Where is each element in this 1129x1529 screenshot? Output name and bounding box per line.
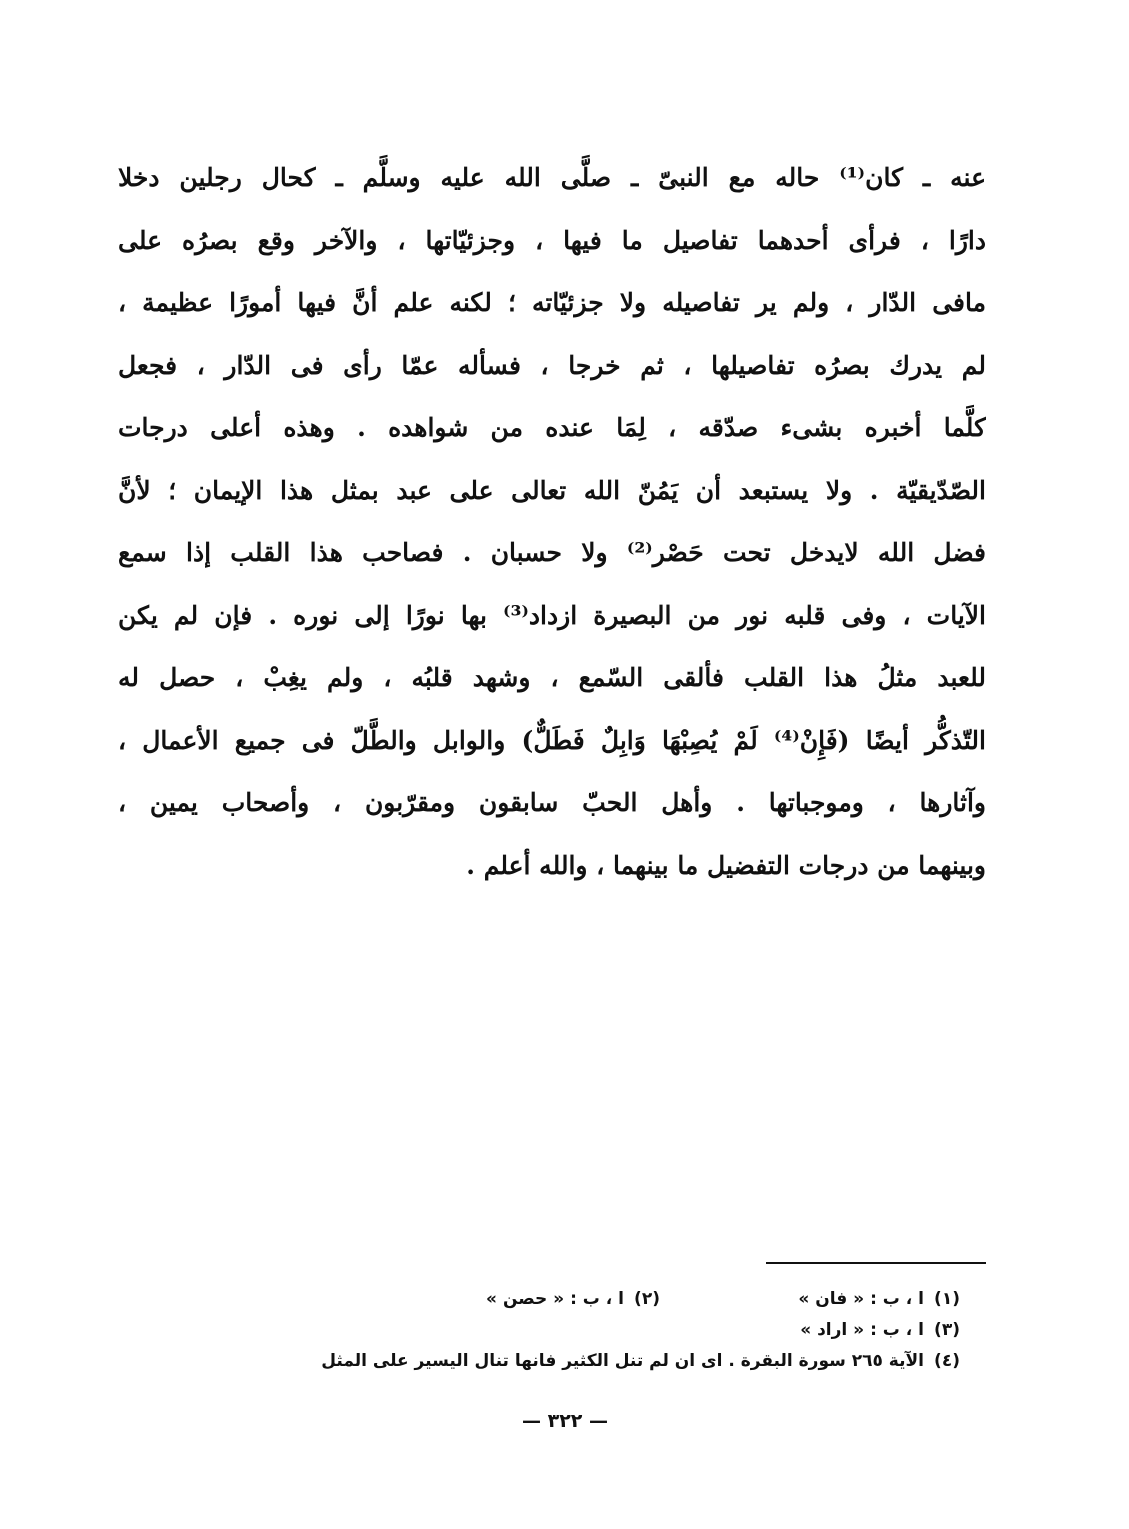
main-text <box>118 147 986 897</box>
footnote-number: (٣) <box>934 1320 960 1340</box>
footnote-text: الآية ٢٦٥ سورة البقرة . اى ان لم تنل الكثير فانها تنال اليسير على المثل <box>321 1351 924 1371</box>
footnote-text: ا ، ب : « اراد » <box>800 1320 924 1340</box>
footnote-row <box>230 1346 960 1377</box>
footnote-separator <box>766 1262 986 1264</box>
footnote-3 <box>660 1315 960 1346</box>
text-line: الصّدّيقيّة . ولا يستبعد أن يَمُنّ الله تعالى على عبد بمثل هذا الإيمان ؛ لأنَّ <box>118 475 986 505</box>
text-line: فضل الله لايدخل تحت حَصْر⁽²⁾ ولا حسبان . فصاحب هذا القلب إذا سمع <box>118 538 986 567</box>
text-line: وبينهما من درجات التفضيل ما بينهما ، والله أعلم . <box>466 850 986 880</box>
footnote-1 <box>660 1284 960 1315</box>
text-line: الآيات ، وفى قلبه نور من البصيرة ازداد⁽³⁾ بها نورًا إلى نوره . فإن لم يكن <box>118 600 986 630</box>
text-line: لم يدرك بصرُه تفاصيلها ، ثم خرجا ، فسأله عمّا رأى فى الدّار ، فجعل <box>118 350 986 380</box>
text-line: للعبد مثلُ هذا القلب فألقى السّمع ، وشهد قلبُه ، ولم يغِبْ ، حصل له <box>118 663 986 692</box>
text-line: كلَّما أخبره بشىء صدّقه ، لِمَا عنده من شواهده . وهذه أعلى درجات <box>118 413 986 442</box>
text-line: مافى الدّار ، ولم ير تفاصيله ولا جزئيّاته ؛ لكنه علم أنَّ فيها أمورًا عظيمة ، <box>118 288 986 317</box>
footnote-2 <box>360 1284 660 1315</box>
footnote-number: (٤) <box>934 1351 960 1371</box>
footnote-number: (٢) <box>634 1289 660 1309</box>
footnote-text: ا ، ب : « حصن » <box>486 1289 624 1309</box>
footnote-text: ا ، ب : « فان » <box>798 1289 924 1309</box>
text-line: عنه ـ كان⁽¹⁾ حاله مع النبىّ ـ صلَّى الله عليه وسلَّم ـ كحال رجلين دخلا <box>118 163 986 192</box>
footnote-number: (١) <box>934 1289 960 1309</box>
text-line: دارًا ، فرأى أحدهما تفاصيل ما فيها ، وجزئيّاتها ، والآخر وقع بصرُه على <box>118 225 986 255</box>
footnote-row <box>230 1315 960 1346</box>
footnote-row <box>230 1284 960 1315</box>
footnotes <box>230 1284 960 1377</box>
text-line: وآثارها ، وموجباتها . وأهل الحبّ سابقون ومقرّبون ، وأصحاب يمين ، <box>118 788 986 817</box>
text-line: التّذكُّر أيضًا (فَإِنْ⁽⁴⁾ لَمْ يُصِبْهَا وَابِلٌ فَطَلٌّ) والوابل والطَّلّ فى جميع الأعمال ، <box>118 725 986 755</box>
page-number: — ٣٢٢ — <box>521 1410 609 1432</box>
